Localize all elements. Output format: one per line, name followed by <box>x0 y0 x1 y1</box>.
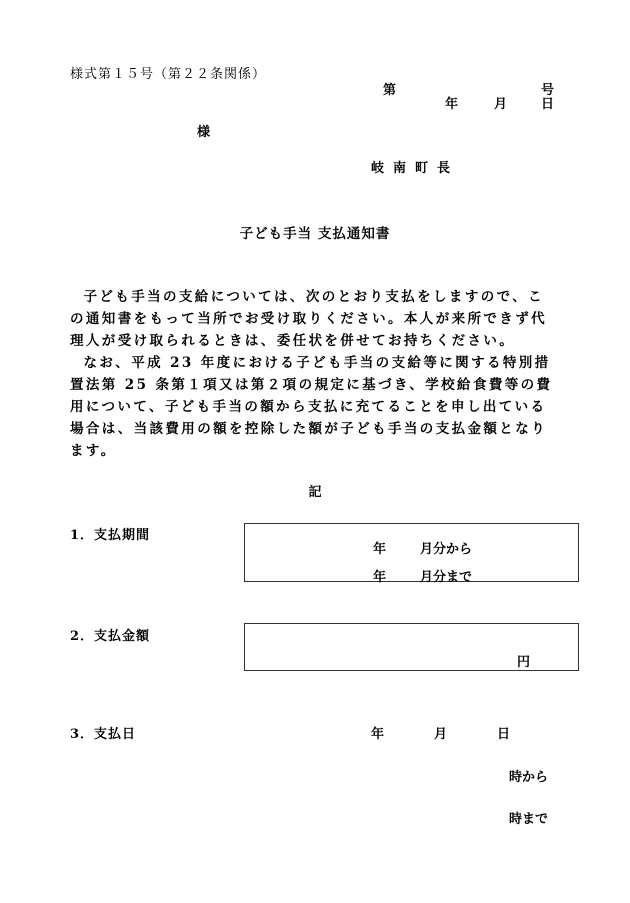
payment-amount-label: 2．支払金額 <box>70 629 151 644</box>
period-to-year-label: 年 <box>373 570 387 585</box>
body-paragraph-2: なお、平成 23 年度における子ども手当の支給等に関する特別措置法第 25 条第１項又は第２項の規定に基づき、学校給食費等の費用について、子ども手当の額から支払に充てることを申し出ている場合は、当該費用の額を控除した額が子ども手当の支払金額となります。 <box>70 355 553 459</box>
payment-time-to-label: 時まで <box>509 812 549 827</box>
period-from-month-label: 月分から <box>420 542 473 557</box>
document-title: 子ども手当 支払通知書 <box>239 226 391 242</box>
body-paragraph-1: 子ども手当の支給については、次のとおり支払をしますので、この通知書をもって当所でお受け取りください。本人が来所できず代理人が受け取られるときは、委任状を併せてお持ちください。 <box>70 289 547 349</box>
payment-period-box <box>244 523 579 585</box>
payment-year-label: 年 <box>371 727 385 742</box>
issue-year-label: 年 <box>445 97 459 112</box>
issue-month-label: 月 <box>494 97 508 112</box>
period-to-month-label: 月分まで <box>420 570 473 585</box>
issuer-name: 岐南町長 <box>371 161 460 176</box>
payment-period-label: 1．支払期間 <box>70 528 151 543</box>
ki-heading: 記 <box>308 485 322 500</box>
document-number-prefix: 第 <box>383 83 397 98</box>
form-number: 様式第１５号（第２２条関係） <box>70 67 267 82</box>
body-text <box>70 286 556 462</box>
issue-day-label: 日 <box>541 97 555 112</box>
payment-month-label: 月 <box>434 727 448 742</box>
amount-unit-yen: 円 <box>517 655 531 670</box>
payment-amount-box <box>244 623 579 671</box>
document-number-suffix: 号 <box>541 83 555 98</box>
payment-time-from-label: 時から <box>509 770 549 785</box>
payment-day-label: 日 <box>497 727 511 742</box>
period-from-year-label: 年 <box>373 542 387 557</box>
addressee-suffix: 様 <box>197 125 211 140</box>
payment-date-label: 3．支払日 <box>70 727 137 742</box>
